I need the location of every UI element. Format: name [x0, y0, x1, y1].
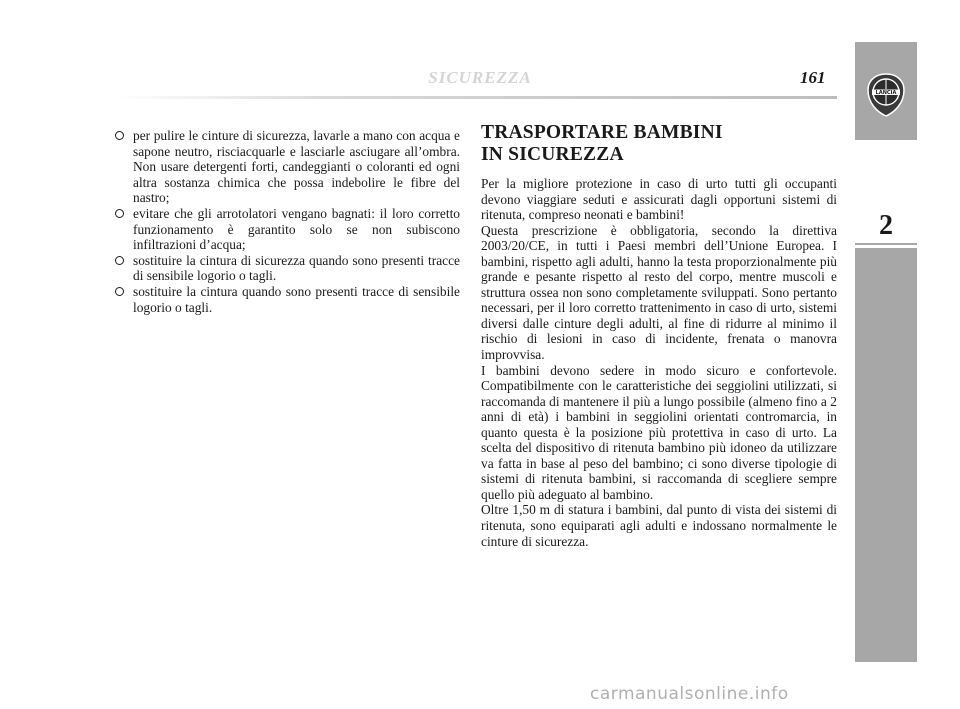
chapter-number: 2 [879, 210, 893, 241]
bullet-circle-icon [115, 287, 124, 296]
tab-divider-lower [855, 245, 917, 248]
bullet-circle-icon [115, 209, 124, 218]
logo-box [855, 44, 917, 140]
page-number: 161 [800, 68, 826, 87]
tab-top-blank [855, 0, 917, 42]
left-column [115, 128, 460, 315]
header-rule [115, 96, 837, 99]
right-column [481, 122, 837, 549]
lancia-logo-icon [865, 72, 907, 118]
chapter-side-tab [855, 0, 917, 662]
paragraph: I bambini devono sedere in modo sicuro e confortevole. Compatibilmente con le caratteristiche dei seggiolini utilizzati, si raccomanda di mantenere il più a lungo possibile (almeno fino a 2 anni di età) i bambini in seggiolini orientati contromarcia, in quanto questa è la posizione più protettiva in caso di urto. La scelta del dispositivo di ritenuta bambino più idoneo da utilizzare va fatta in base al peso del bambino; ci sono diverse tipologie di sistemi di ritenuta bambini, si raccomanda di scegliere sempre quello più adeguato al bambino. [481, 362, 837, 502]
heading-line-1: TRASPORTARE BAMBINI [481, 122, 723, 143]
paragraph: Per la migliore protezione in caso di urto tutti gli occupanti devono viaggiare seduti e assicurati dagli opportuni sistemi di ritenuta, compreso neonati e bambini! [481, 176, 837, 223]
bullet-circle-icon [115, 256, 124, 265]
paragraph: Oltre 1,50 m di statura i bambini, dal punto di vista dei sistemi di ritenuta, sono equiparati agli adulti e indossano normalmente le cinture di sicurezza. [481, 502, 837, 549]
section-heading [481, 122, 837, 166]
logo-text: LANCIA [875, 90, 897, 96]
watermark-text: carmanualsonline.info [590, 684, 789, 704]
list-item: sostituire la cintura quando sono presenti tracce di sensibile logorio o tagli. [115, 284, 460, 315]
list-item: per pulire le cinture di sicurezza, lavarle a mano con acqua e sapone neutro, risciacquarle e lasciarle asciugare all’ombra. Non usare detergenti forti, candeggianti o coloranti ed ogni altra sostanza chimica che possa indebolire le fibre del nastro; [115, 128, 460, 206]
paragraph: Questa prescrizione è obbligatoria, secondo la direttiva 2003/20/CE, in tutti i Paesi membri dell’Unione Europea. I bambini, rispetto agli adulti, hanno la testa proporzionalmente più grande e pesante rispetto al resto del corpo, mentre muscoli e struttura ossea non sono completamente sviluppati. Sono pertanto necessari, per il loro corretto trattenimento in caso di urto, sistemi diversi dalle cinture degli adulti, al fine di ridurre al minimo il rischio di lesioni in caso di incidente, frenata o manovra improvvisa. [481, 222, 837, 363]
list-item: sostituire la cintura di sicurezza quando sono presenti tracce di sensibile logorio o tagli. [115, 253, 460, 284]
heading-line-2: IN SICUREZZA [481, 144, 624, 165]
list-item: evitare che gli arrotolatori vengano bagnati: il loro corretto funzionamento è garantito solo se non subiscono infiltrazioni d’acqua; [115, 206, 460, 253]
section-title: SICUREZZA [428, 68, 532, 87]
bullet-circle-icon [115, 131, 124, 140]
